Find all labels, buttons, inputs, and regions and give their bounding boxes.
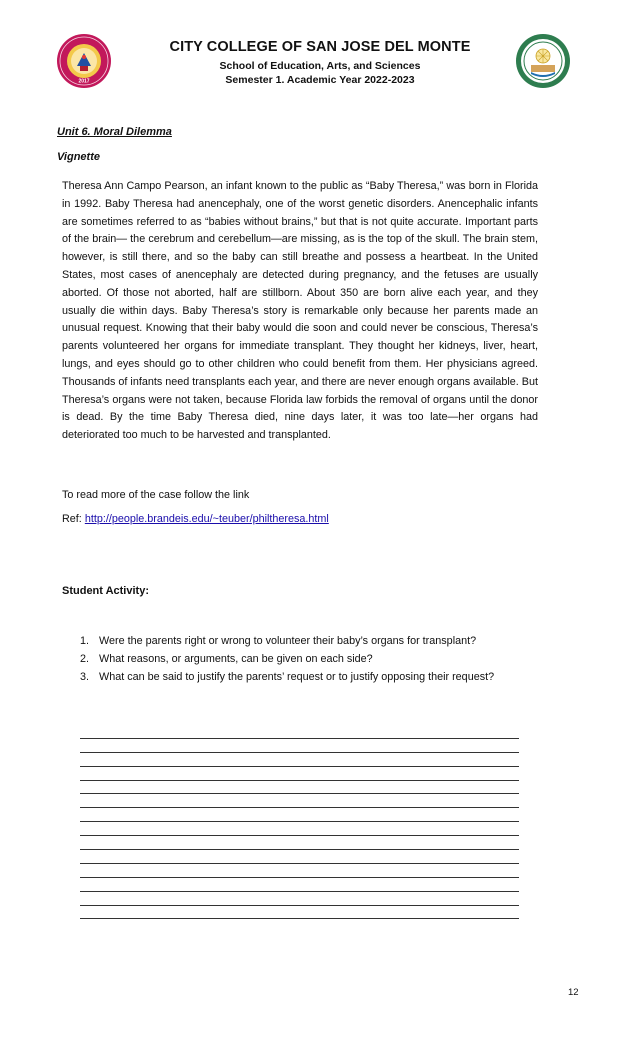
school-seal-icon [515,33,571,89]
vignette-paragraph: Theresa Ann Campo Pearson, an infant known to the public as “Baby Theresa,” was born in Florida in 1992. Baby Theresa had anencephaly, one of the worst genetic disorders. Anencephalic infants are sometimes referred to as “babies without brains,” but that is not quite accurate. Important parts of the brain— the cerebrum and cerebellum—are missing, as is the top of the skull. The brain stem, however, is still there, and so the baby can still breathe and possess a heartbeat. In the United States, most cases of anencephaly are detected during pregnancy, and the fetuses are usually aborted. Of those not aborted, half are stillborn. About 350 are born alive each year, and they usually die within days. Baby Theresa’s story is remarkable only because her parents made an unusual request. Knowing that their baby would die soon and could never be conscious, Theresa’s parents volunteered her organs for immediate transplant. They thought her kidneys, liver, heart, lungs, and eyes should go to other children who could benefit from them. Her physicians agreed. Thousands of infants need transplants each year, and there are never enough organs available. But Theresa’s organs were not taken, because Florida law forbids the removal of organs until the donor is dead. By the time Baby Theresa died, nine days later, it was too late—her organs had deteriorated too much to be harvested and transplanted. [62,180,538,442]
answer-line[interactable] [80,753,519,767]
semester-line: Semester 1. Academic Year 2022-2023 [225,74,415,86]
answer-line[interactable] [80,864,519,878]
unit-title: Unit 6. Moral Dilemma [57,126,172,138]
list-item [80,650,550,668]
answer-line[interactable] [80,808,519,822]
list-item [80,668,550,686]
seal-year: 2017 [78,78,90,85]
reference-link[interactable]: http://people.brandeis.edu/~teuber/philtheresa.html [84,513,329,525]
institution-name: CITY COLLEGE OF SAN JOSE DEL MONTE [169,39,471,55]
reference-line [62,513,329,525]
question-number: 2. [80,653,90,665]
reference-label: Ref: [62,513,85,525]
question-number: 3. [80,671,90,683]
answer-line[interactable] [80,767,519,781]
answer-line[interactable] [80,892,519,906]
answer-line[interactable] [80,739,519,753]
college-seal-icon [56,33,112,89]
question-number: 1. [80,635,90,647]
student-activity-heading: Student Activity: [62,585,149,597]
answer-lines[interactable] [80,725,519,919]
question-list [80,632,550,686]
answer-line[interactable] [80,906,519,920]
answer-line[interactable] [80,850,519,864]
section-title: Vignette [57,151,100,163]
answer-line[interactable] [80,725,519,739]
read-more-text: To read more of the case follow the link [62,489,250,501]
answer-line[interactable] [80,878,519,892]
answer-line[interactable] [80,836,519,850]
question-text: What can be said to justify the parents’ request or to justify opposing their request? [99,671,495,683]
page-number: 12 [568,987,579,998]
question-text: What reasons, or arguments, can be given on each side? [99,653,373,665]
answer-line[interactable] [80,822,519,836]
answer-line[interactable] [80,794,519,808]
answer-line[interactable] [80,781,519,795]
school-name: School of Education, Arts, and Sciences [219,60,421,72]
list-item [80,632,550,650]
question-text: Were the parents right or wrong to volunteer their baby’s organs for transplant? [99,635,477,647]
document-header [140,39,500,87]
